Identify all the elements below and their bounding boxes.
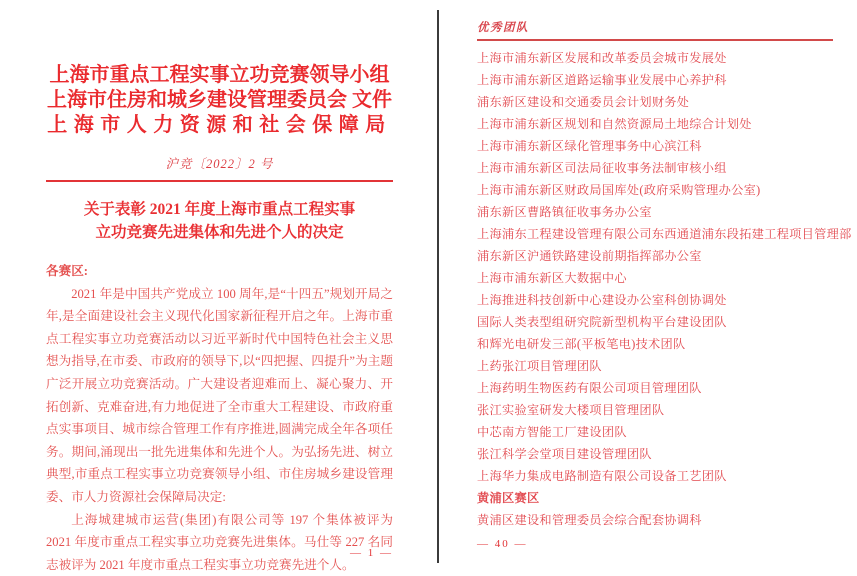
letterhead-line-2: 上海市住房和城乡建设管理委员会 文件 <box>47 89 392 111</box>
org-list-item: 上海市浦东新区司法局征收事务法制审核小组 <box>477 161 727 175</box>
org-list-item: 中芯南方智能工厂建设团队 <box>477 425 627 439</box>
letterhead-line-3: 上海市人力资源和社会保障局 <box>47 114 392 136</box>
document-title-line-2: 立功竞赛先进集体和先进个人的决定 <box>95 224 344 241</box>
org-list-item: 上药张江项目管理团队 <box>477 359 602 373</box>
org-list-item: 黄浦区赛区 <box>477 491 540 505</box>
org-list-item: 上海市浦东新区发展和改革委员会城市发展处 <box>477 51 727 65</box>
org-list-item: 上海市浦东新区道路运输事业发展中心养护科 <box>477 73 727 87</box>
salutation: 各赛区: <box>46 264 88 278</box>
section-header-rule <box>477 39 833 41</box>
letterhead-rule <box>46 180 393 182</box>
org-list-item: 国际人类表型组研究院新型机构平台建设团队 <box>477 315 727 329</box>
org-list-item: 浦东新区建设和交通委员会计划财务处 <box>477 95 690 109</box>
org-list-item: 浦东新区沪通铁路建设前期指挥部办公室 <box>477 249 702 263</box>
org-list-item: 上海市浦东新区绿化管理事务中心滨江科 <box>477 139 702 153</box>
org-list-item: 上海华力集成电路制造有限公司设备工艺团队 <box>477 469 727 483</box>
org-list-item: 和辉光电研发三部(平板笔电)技术团队 <box>477 337 686 351</box>
org-list-item: 上海药明生物医药有限公司项目管理团队 <box>477 381 702 395</box>
org-list-item: 张江实验室研发大楼项目管理团队 <box>477 403 665 417</box>
document-number: 沪竞〔2022〕2 号 <box>165 157 274 171</box>
page-number-right: — 40 — <box>477 538 528 550</box>
org-list-item: 浦东新区曹路镇征收事务办公室 <box>477 205 652 219</box>
document-body <box>46 260 393 576</box>
org-list-item: 黄浦区建设和管理委员会综合配套协调科 <box>477 513 702 527</box>
document-letterhead <box>46 63 393 138</box>
org-list-item: 上海浦东工程建设管理有限公司东西通道浦东段拓建工程项目管理部 <box>477 227 852 241</box>
section-header: 优秀团队 <box>477 22 529 34</box>
org-list-item: 上海市浦东新区规划和自然资源局土地综合计划处 <box>477 117 752 131</box>
letterhead-line-1: 上海市重点工程实事立功竞赛领导小组 <box>49 64 390 86</box>
page-number-left: — 1 — <box>350 547 393 559</box>
body-paragraph: 上海城建城市运营(集团)有限公司等 197 个集体被评为 2021 年度市重点工程实事立功竞赛先进集体。马仕等 227 名同志被评为 2021 年度市重点工程实事立功竞赛先进个人。 <box>46 512 393 572</box>
org-list-item: 上海市浦东新区财政局国库处(政府采购管理办公室) <box>477 183 761 197</box>
paragraph-list <box>46 283 393 576</box>
org-list-item: 上海推进科技创新中心建设办公室科创协调处 <box>477 293 727 307</box>
page-right <box>439 0 857 574</box>
document-title-line-1: 关于表彰 2021 年度上海市重点工程实事 <box>83 201 356 218</box>
document-title <box>46 198 393 244</box>
body-paragraph: 2021 年是中国共产党成立 100 周年,是“十四五”规划开局之年,是全面建设社会主义现代化国家新征程开启之年。上海市重点工程实事立功竞赛活动以习近平新时代中国特色社会主义思想为指导,在市委、市政府的领导下,以“四把握、四提升”为主题广泛开展立功竞赛活动。广大建设者迎难而上、凝心聚力、开拓创新、克难奋进,有力地促进了全市重大工程建设、市政府重点实事项目、城市综合管理工作有序推进,圆满完成全年各项任务。期间,涌现出一批先进集体和先进个人。为弘扬先进、树立典型,市重点工程实事立功竞赛领导小组、市住房城乡建设管理委、市人力资源社会保障局决定: <box>46 286 393 504</box>
org-list-item: 上海市浦东新区大数据中心 <box>477 271 627 285</box>
org-list <box>477 47 852 531</box>
org-list-item: 张江科学会堂项目建设管理团队 <box>477 447 652 461</box>
